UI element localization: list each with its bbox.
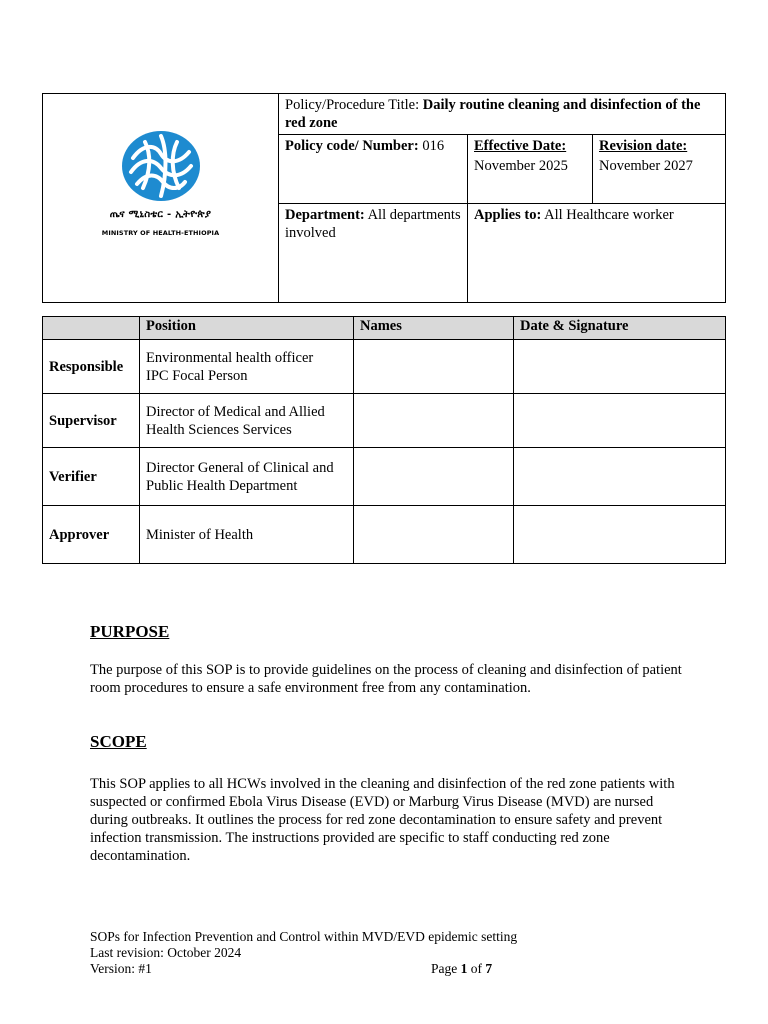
position-line: Minister of Health [146,526,254,543]
department-label: Department: [285,207,365,223]
column-header-date-signature: Date & Signature [514,317,726,340]
position-cell [140,448,354,506]
applies-to-value: All Healthcare worker [544,207,674,223]
table-row [43,340,726,394]
policy-code-label: Policy code/ Number: [285,138,419,154]
scope-heading: SCOPE [90,732,147,751]
position-cell [140,506,354,564]
position-cell [140,340,354,394]
page-current: 1 [460,961,468,976]
purpose-text: The purpose of this SOP is to provide guidelines on the process of cleaning and disinfection of patient room procedures to ensure a safe environment free from any contamination. [90,662,682,696]
date-signature-cell [514,506,726,564]
page-footer [90,929,690,977]
department-cell [279,204,468,303]
logo-cell [43,94,279,303]
table-header-row [43,317,726,340]
effective-date-label: Effective Date: [474,138,567,154]
department-value: All departments involved [285,207,461,241]
scope-text: This SOP applies to all HCWs involved in the cleaning and disinfection of the red zone patients with suspected or confirmed Ebola Virus Disease (EVD) or Marburg Virus Disease (MVD) are nursed during outbreaks. It outlines the process for red zone decontamination to ensure safety and prevent infection transmission. The instructions provided are specific to staff conducting red zone decontamination. [90,776,675,864]
logo-amharic-text: ጤና ሚኒስቴር - ኢትዮጵያ [109,209,212,220]
position-line: Environmental health officer [146,349,314,366]
policy-code-cell [279,135,468,204]
page-total: 7 [485,961,493,976]
names-cell [354,394,514,448]
footer-last-revision: Last revision: October 2024 [90,945,242,960]
position-line: Director General of Clinical and [146,459,334,476]
policy-title-cell [279,94,726,135]
page-prefix: Page [431,961,458,976]
date-signature-cell [514,448,726,506]
table-row [43,448,726,506]
revision-date-cell [593,135,726,204]
date-signature-cell [514,394,726,448]
table-row [43,394,726,448]
policy-code-value: 016 [422,138,445,154]
logo-english-text: MINISTRY OF HEALTH-ETHIOPIA [101,229,220,237]
position-line: IPC Focal Person [146,367,248,384]
position-line: Director of Medical and Allied [146,403,325,420]
effective-date-cell [468,135,593,204]
applies-to-cell [468,204,726,303]
role-cell: Verifier [43,448,140,506]
purpose-heading: PURPOSE [90,622,170,641]
applies-to-label: Applies to: [474,207,542,223]
role-cell: Approver [43,506,140,564]
revision-date-label: Revision date: [599,138,688,154]
names-cell [354,448,514,506]
column-header-position: Position [140,317,354,340]
effective-date-value: November 2025 [474,158,568,174]
policy-title-label: Policy/Procedure Title: [285,97,420,113]
position-line: Public Health Department [146,477,298,494]
revision-date-value: November 2027 [599,158,693,174]
position-cell [140,394,354,448]
column-header-role [43,317,140,340]
names-cell [354,340,514,394]
responsibility-table [42,316,726,564]
ministry-emblem-icon [121,130,201,202]
column-header-names: Names [354,317,514,340]
page-number [431,961,492,977]
footer-version: Version: #1 [90,961,152,976]
role-cell: Supervisor [43,394,140,448]
date-signature-cell [514,340,726,394]
table-row [43,506,726,564]
names-cell [354,506,514,564]
role-cell: Responsible [43,340,140,394]
position-line: Health Sciences Services [146,421,292,438]
page-of: of [470,961,482,976]
policy-title-value: Daily routine cleaning and disinfection of the red zone [285,97,701,131]
footer-document-title: SOPs for Infection Prevention and Control within MVD/EVD epidemic setting [90,929,518,944]
policy-header-table [42,93,726,303]
ministry-logo [102,130,219,242]
